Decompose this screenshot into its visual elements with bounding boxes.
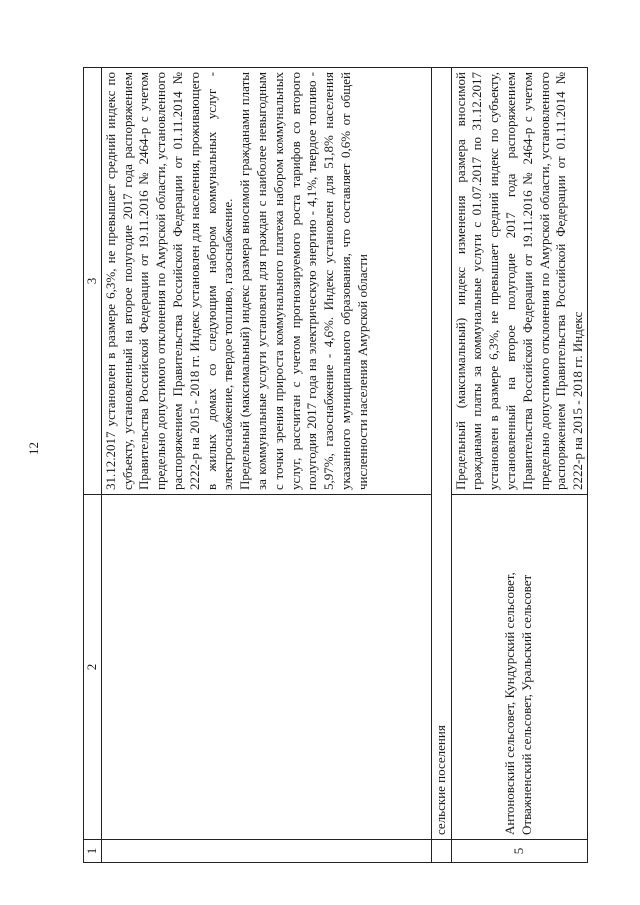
row-text-paragraph: Предельный (максимальный) индекс размера вносимой гражданами платы за коммунальные услуги установлен для граждан с наиболее невыгодным с точки зрения прироста коммунального платежа набором коммунальных услуг, рассчитан с учетом прогнозируемого роста тарифов со второго полугодия 2017 года на электрическую энергию - 4,1%, твердое топливо - 5,97%, газоснабжение - 4,6%. Индекс установлен для 51,8% населения указанного муниципального образования, что составляет 0,6% от общей численности населения Амурской области: [237, 72, 370, 490]
table-row: [451, 68, 587, 863]
page-number: 12: [26, 442, 41, 455]
row-num-cell: [101, 840, 431, 863]
section-label: сельские поселения: [431, 68, 451, 840]
row-text-paragraph: 31.12.2017 установлен в размере 6,3%, не превышает средний индекс по субъекту, установленный на второе полугодие 2017 года распоряжением Правительства Российской Федерации от 19.11.2016 № 2464-р с учетом предельно допустимого отклонения по Амурской области, установленного распоряжением Правительства Российской Федерации от 01.11.2014 № 2222-р на 2015 - 2018 гг. Индекс установлен для населения, проживающего в жилых домах со следующим набором коммунальных услуг - электроснабжение, твердое топливо, газоснабжение.: [102, 72, 236, 490]
row-name-cell: [101, 495, 431, 840]
header-col-2: 2: [84, 495, 102, 840]
row-num-cell: 5: [451, 840, 587, 863]
row-text-paragraph: Предельный (максимальный) индекс изменения размера вносимой гражданами платы за коммунальные услуги с 01.07.2017 по 31.12.2017 установлен в размере 6,3%, не превышает средний индекс по субъекту, установленный на второе полугодие 2017 года распоряжением Правительства Российской Федерации от 19.11.2016 № 2464-р с учетом предельно допустимого отклонения по Амурской области, установленного распоряжением Правительства Российской Федерации от 01.11.2014 № 2222-р на 2015 - 2018 гг. Индекс: [452, 72, 586, 490]
row-name-cell: Антоновский сельсовет, Кундурский сельсовет, Отважненский сельсовет, Уральский сельсовет: [451, 495, 587, 840]
row-text-cell: [451, 68, 587, 495]
header-col-1: 1: [84, 840, 102, 863]
header-col-3: 3: [84, 68, 102, 495]
table-row: [101, 68, 431, 863]
section-row: [431, 68, 451, 863]
rotated-sheet: [83, 68, 603, 863]
index-table: [83, 67, 588, 863]
row-text-cell: [101, 68, 431, 495]
table-header-row: [84, 68, 102, 863]
